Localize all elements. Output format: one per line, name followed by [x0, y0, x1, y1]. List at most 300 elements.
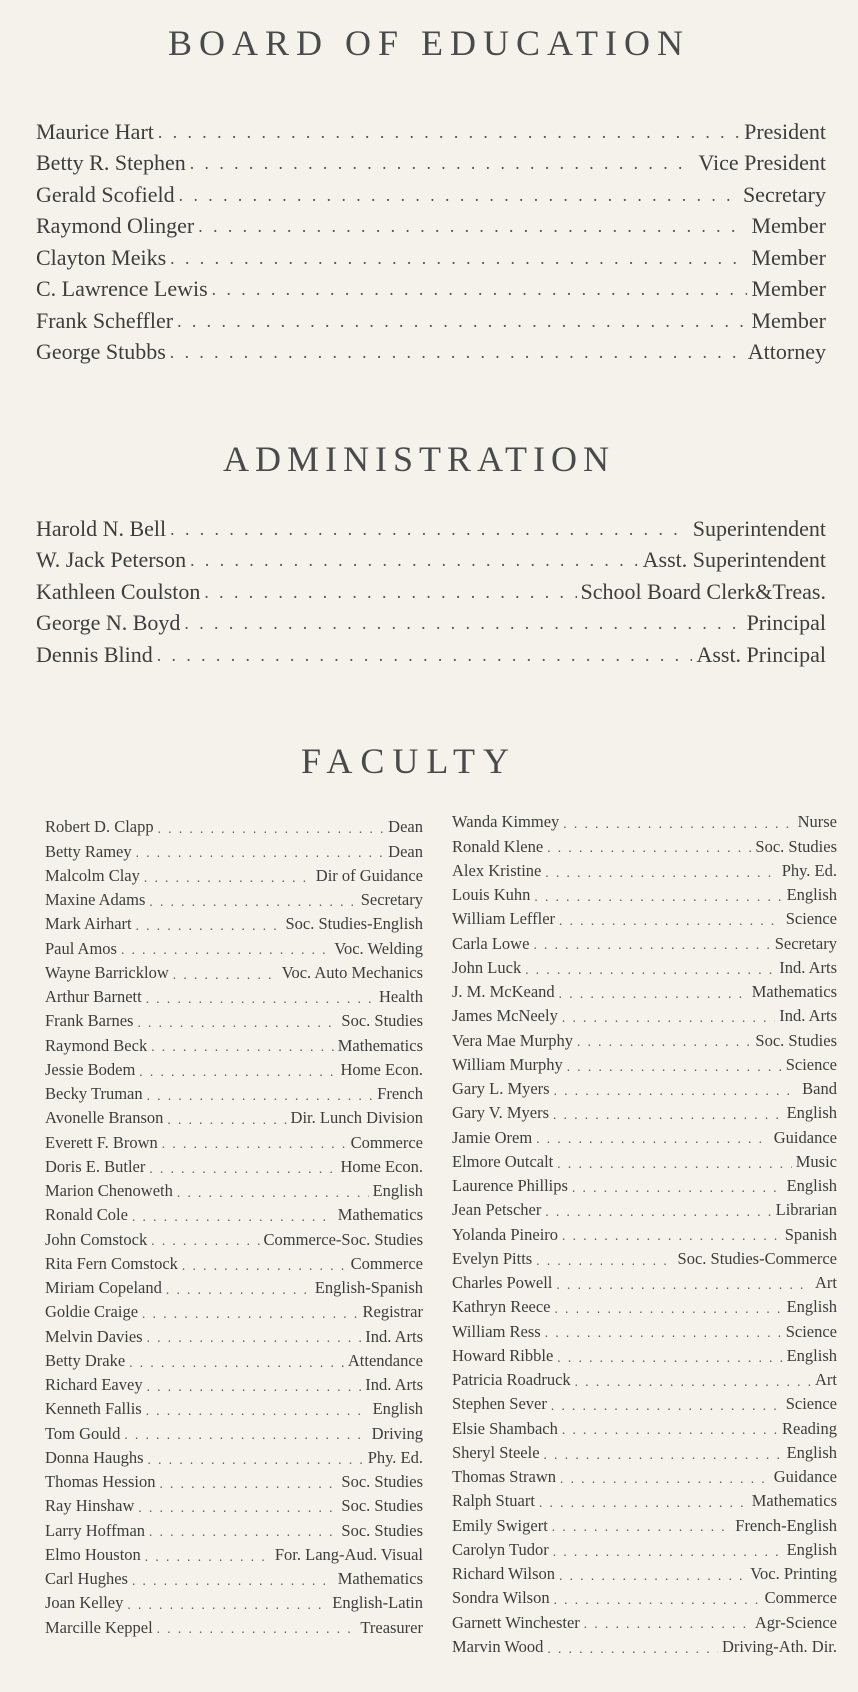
- directory-row: [36, 636, 826, 668]
- person-name: Carolyn Tudor: [452, 1539, 549, 1559]
- person-role: Attendance: [347, 1350, 423, 1370]
- person-role: Soc. Studies: [755, 836, 837, 856]
- person-name: George Stubbs: [36, 339, 166, 364]
- dot-leader: [166, 1283, 311, 1298]
- person-name: Tom Gould: [45, 1423, 121, 1443]
- dot-leader: [551, 1399, 782, 1414]
- directory-row: [452, 978, 837, 1002]
- person-role: English-Spanish: [314, 1278, 423, 1297]
- directory-row: [45, 862, 423, 886]
- directory-row: [45, 1613, 423, 1637]
- dot-leader: [534, 890, 782, 905]
- person-name: Kathleen Coulston: [36, 578, 201, 604]
- dot-leader: [560, 1472, 770, 1487]
- dot-leader: [124, 1428, 367, 1443]
- person-name: Gary V. Myers: [452, 1103, 550, 1123]
- dot-leader: [555, 1302, 783, 1317]
- person-role: Nurse: [797, 812, 837, 832]
- directory-row: [45, 910, 423, 934]
- person-role: Ind. Arts: [779, 1006, 837, 1026]
- person-role: Ind. Arts: [779, 957, 837, 977]
- dot-leader: [149, 1525, 337, 1540]
- person-name: Frank Barnes: [45, 1011, 134, 1031]
- directory-row: [45, 1347, 423, 1371]
- directory-row: [452, 808, 837, 832]
- person-role: Soc. Studies: [341, 1520, 423, 1540]
- person-role: Principal: [746, 610, 826, 635]
- faculty-left-column: [45, 813, 423, 1638]
- person-name: William Ress: [452, 1321, 541, 1341]
- directory-row: [452, 1560, 837, 1584]
- dot-leader: [547, 1642, 718, 1657]
- person-role: Voc. Printing: [750, 1564, 837, 1583]
- dot-leader: [146, 1404, 369, 1419]
- directory-row: [452, 1196, 837, 1220]
- dot-leader: [553, 1108, 783, 1123]
- person-role: English: [786, 1103, 837, 1123]
- person-role: Reading: [782, 1418, 837, 1438]
- person-name: Elsie Shambach: [452, 1418, 558, 1438]
- person-name: Patricia Roadruck: [452, 1370, 571, 1389]
- dot-leader: [167, 1113, 286, 1128]
- person-name: Marvin Wood: [452, 1636, 544, 1656]
- dot-leader: [182, 1259, 347, 1274]
- person-name: Melvin Davies: [45, 1326, 143, 1346]
- person-role: Secretary: [742, 181, 826, 207]
- directory-row: [452, 1366, 837, 1390]
- directory-row: [36, 239, 826, 271]
- person-role: Phy. Ed.: [781, 860, 837, 880]
- person-name: Wanda Kimmey: [452, 812, 560, 832]
- person-name: Ray Hinshaw: [45, 1496, 135, 1516]
- person-name: W. Jack Peterson: [36, 547, 187, 572]
- dot-leader: [147, 1089, 374, 1104]
- person-name: Raymond Olinger: [36, 213, 195, 238]
- dot-leader: [554, 1084, 799, 1099]
- person-role: English: [786, 885, 837, 904]
- person-name: Richard Wilson: [452, 1564, 556, 1583]
- dot-leader: [559, 914, 782, 929]
- person-role: Voc. Auto Mechanics: [281, 962, 423, 982]
- dot-leader: [127, 1598, 328, 1613]
- person-role: Member: [751, 276, 826, 301]
- person-name: Wayne Barricklow: [45, 962, 169, 982]
- directory-row: [452, 1317, 837, 1341]
- directory-row: [452, 1584, 837, 1608]
- directory-row: [45, 813, 423, 837]
- person-name: Robert D. Clapp: [45, 817, 154, 837]
- dot-leader: [545, 866, 777, 881]
- directory-row: [452, 1026, 837, 1050]
- person-name: Becky Truman: [45, 1084, 143, 1103]
- person-name: Carl Hughes: [45, 1569, 128, 1588]
- person-name: Howard Ribble: [452, 1345, 554, 1365]
- directory-row: [452, 1220, 837, 1244]
- person-role: Commerce: [350, 1253, 423, 1273]
- person-name: Doris E. Butler: [45, 1156, 146, 1176]
- directory-row: [36, 176, 826, 208]
- person-name: Mark Airhart: [45, 914, 132, 934]
- directory-row: [45, 959, 423, 983]
- person-role: English: [786, 1539, 837, 1559]
- directory-row: [452, 1390, 837, 1414]
- person-name: Ronald Klene: [452, 836, 544, 856]
- person-role: Superintendent: [692, 515, 826, 541]
- person-role: Secretary: [360, 890, 423, 909]
- person-role: English: [372, 1399, 423, 1419]
- directory-row: [452, 1099, 837, 1123]
- dot-leader: [179, 187, 739, 208]
- dot-leader: [142, 1307, 359, 1322]
- person-role: Attorney: [747, 339, 826, 364]
- dot-leader: [145, 1550, 271, 1565]
- directory-row: [452, 1414, 837, 1438]
- person-role: Ind. Arts: [365, 1326, 423, 1346]
- dot-leader: [147, 1380, 362, 1395]
- person-name: George N. Boyd: [36, 610, 181, 635]
- person-name: Rita Fern Comstock: [45, 1253, 178, 1273]
- directory-row: [452, 954, 837, 978]
- person-role: Secretary: [774, 933, 837, 953]
- person-name: Carla Lowe: [452, 933, 530, 953]
- directory-row: [45, 1589, 423, 1613]
- person-role: Member: [751, 213, 826, 238]
- person-role: Spanish: [784, 1224, 837, 1244]
- person-name: Richard Eavey: [45, 1375, 143, 1394]
- dot-leader: [157, 1622, 357, 1637]
- dot-leader: [545, 1326, 782, 1341]
- person-name: Alex Kristine: [452, 860, 542, 880]
- person-role: English: [786, 1297, 837, 1317]
- directory-row: [45, 1395, 423, 1419]
- directory-row: [452, 881, 837, 905]
- directory-row: [45, 1128, 423, 1152]
- directory-row: [36, 573, 826, 605]
- directory-row: [45, 1201, 423, 1225]
- person-role: Librarian: [775, 1200, 837, 1220]
- directory-row: [452, 1148, 837, 1172]
- board-list: [36, 113, 826, 365]
- dot-leader: [162, 1137, 347, 1152]
- dot-leader: [556, 1278, 811, 1293]
- person-role: Mathematics: [751, 982, 837, 1001]
- dot-leader: [151, 1234, 259, 1249]
- person-name: John Comstock: [45, 1229, 148, 1249]
- directory-row: [45, 837, 423, 861]
- directory-row: [36, 271, 826, 303]
- dot-leader: [136, 919, 282, 934]
- person-role: Commerce: [764, 1588, 837, 1608]
- person-name: Evelyn Pitts: [452, 1248, 533, 1268]
- directory-row: [45, 1371, 423, 1395]
- dot-leader: [170, 250, 747, 271]
- person-role: Dean: [388, 817, 423, 837]
- dot-leader: [129, 1356, 344, 1371]
- person-name: Louis Kuhn: [452, 885, 531, 904]
- directory-row: [36, 510, 826, 542]
- dot-leader: [562, 1229, 781, 1244]
- dot-leader: [536, 1132, 770, 1147]
- person-name: Laurence Phillips: [452, 1176, 568, 1195]
- dot-leader: [557, 1157, 791, 1172]
- person-role: English: [786, 1442, 837, 1462]
- person-role: English: [786, 1345, 837, 1365]
- dot-leader: [157, 647, 693, 668]
- person-role: School Board Clerk&Treas.: [580, 578, 826, 604]
- directory-row: [452, 1439, 837, 1463]
- dot-leader: [177, 313, 747, 334]
- directory-row: [45, 1444, 423, 1468]
- person-role: Commerce: [350, 1132, 423, 1152]
- person-role: Science: [785, 909, 837, 929]
- person-name: James McNeely: [452, 1006, 558, 1026]
- person-role: Driving: [371, 1423, 423, 1443]
- person-name: Gerald Scofield: [36, 181, 175, 207]
- person-name: Betty Drake: [45, 1350, 126, 1370]
- person-role: Mathematics: [337, 1205, 423, 1225]
- dot-leader: [547, 841, 751, 856]
- person-role: Art: [815, 1370, 837, 1389]
- dot-leader: [147, 1331, 362, 1346]
- dot-leader: [204, 584, 576, 605]
- person-role: Dir of Guidance: [315, 865, 423, 885]
- directory-row: [452, 1051, 837, 1075]
- dot-leader: [137, 1016, 337, 1031]
- person-name: Dennis Blind: [36, 641, 153, 667]
- dot-leader: [173, 968, 278, 983]
- directory-row: [45, 1322, 423, 1346]
- directory-row: [452, 1511, 837, 1535]
- dot-leader: [158, 124, 740, 145]
- person-role: Dir. Lunch Division: [290, 1108, 423, 1128]
- person-name: Joan Kelley: [45, 1593, 124, 1613]
- person-role: French-English: [735, 1515, 837, 1535]
- person-name: Charles Powell: [452, 1273, 553, 1292]
- dot-leader: [198, 218, 747, 239]
- dot-leader: [212, 281, 748, 302]
- person-role: Registrar: [362, 1302, 423, 1322]
- dot-leader: [572, 1181, 783, 1196]
- directory-row: [452, 1075, 837, 1099]
- person-role: Science: [785, 1394, 837, 1414]
- person-role: Guidance: [773, 1127, 837, 1147]
- directory-row: [452, 1269, 837, 1293]
- person-name: Elmore Outcalt: [452, 1151, 554, 1171]
- directory-row: [45, 1250, 423, 1274]
- person-name: Frank Scheffler: [36, 307, 174, 333]
- directory-row: [45, 1056, 423, 1080]
- board-heading: BOARD OF EDUCATION: [167, 23, 691, 63]
- dot-leader: [533, 938, 770, 953]
- dot-leader: [138, 1501, 337, 1516]
- person-role: Soc. Studies-English: [285, 914, 423, 934]
- person-role: Soc. Studies-Commerce: [677, 1248, 837, 1268]
- person-role: English-Latin: [332, 1593, 423, 1613]
- dot-leader: [567, 1060, 782, 1075]
- dot-leader: [552, 1520, 731, 1535]
- person-name: William Leffler: [452, 909, 556, 929]
- directory-row: [45, 1153, 423, 1177]
- directory-row: [45, 1031, 423, 1055]
- person-role: Soc. Studies: [341, 1011, 423, 1031]
- directory-row: [452, 1002, 837, 1026]
- directory-row: [45, 1516, 423, 1540]
- dot-leader: [190, 552, 639, 573]
- directory-row: [452, 905, 837, 929]
- dot-leader: [536, 1254, 673, 1269]
- dot-leader: [553, 1545, 783, 1560]
- person-name: Harold N. Bell: [36, 515, 167, 541]
- dot-leader: [159, 1477, 337, 1492]
- directory-row: [45, 1104, 423, 1128]
- dot-leader: [149, 895, 356, 910]
- directory-row: [36, 334, 826, 366]
- faculty-right-column: [452, 808, 837, 1657]
- directory-row: [45, 1492, 423, 1516]
- person-name: Jessie Bodem: [45, 1059, 136, 1079]
- person-role: Member: [751, 307, 826, 333]
- dot-leader: [562, 1011, 775, 1026]
- person-name: Ronald Cole: [45, 1205, 128, 1225]
- directory-row: [452, 1536, 837, 1560]
- person-name: Sheryl Steele: [452, 1442, 540, 1462]
- directory-row: [36, 145, 826, 177]
- person-role: Soc. Studies: [755, 1030, 837, 1050]
- dot-leader: [132, 1210, 334, 1225]
- dot-leader: [136, 846, 385, 861]
- person-name: Clayton Meiks: [36, 244, 167, 270]
- person-role: Ind. Arts: [365, 1375, 423, 1394]
- person-role: English: [372, 1181, 423, 1200]
- person-name: Donna Haughs: [45, 1447, 144, 1467]
- person-name: Miriam Copeland: [45, 1278, 162, 1297]
- person-role: Music: [795, 1151, 837, 1171]
- directory-row: [452, 1608, 837, 1632]
- person-name: Gary L. Myers: [452, 1079, 550, 1098]
- person-name: Vera Mae Murphy: [452, 1030, 573, 1050]
- person-name: Arthur Barnett: [45, 987, 142, 1006]
- person-name: Maxine Adams: [45, 890, 146, 909]
- directory-row: [45, 1468, 423, 1492]
- directory-row: [452, 1245, 837, 1269]
- dot-leader: [545, 1205, 771, 1220]
- directory-row: [45, 983, 423, 1007]
- directory-row: [45, 934, 423, 958]
- person-name: Jean Petscher: [452, 1200, 542, 1220]
- person-name: Elmo Houston: [45, 1544, 141, 1564]
- dot-leader: [132, 1574, 334, 1589]
- person-role: Home Econ.: [340, 1059, 423, 1079]
- directory-row: [36, 302, 826, 334]
- person-role: For. Lang-Aud. Visual: [274, 1544, 423, 1564]
- dot-leader: [170, 344, 744, 365]
- directory-row: [36, 605, 826, 637]
- directory-row: [45, 1298, 423, 1322]
- person-role: Science: [785, 1321, 837, 1341]
- person-name: Betty Ramey: [45, 841, 132, 861]
- dot-leader: [121, 943, 330, 958]
- person-name: Kenneth Fallis: [45, 1399, 142, 1419]
- person-name: Thomas Strawn: [452, 1467, 557, 1486]
- person-name: Emily Swigert: [452, 1515, 548, 1535]
- person-name: Jamie Orem: [452, 1127, 533, 1147]
- person-name: Raymond Beck: [45, 1035, 148, 1055]
- directory-row: [45, 1274, 423, 1298]
- person-name: Everett F. Brown: [45, 1132, 158, 1152]
- dot-leader: [557, 1351, 782, 1366]
- directory-row: [452, 1172, 837, 1196]
- directory-row: [452, 929, 837, 953]
- dot-leader: [559, 987, 748, 1002]
- dot-leader: [554, 1593, 761, 1608]
- person-name: Stephen Sever: [452, 1394, 547, 1414]
- directory-row: [452, 1633, 837, 1657]
- person-role: Mathematics: [751, 1491, 837, 1511]
- dot-leader: [146, 992, 375, 1007]
- directory-row: [452, 857, 837, 881]
- person-role: Vice President: [698, 150, 826, 175]
- person-name: Yolanda Pineiro: [452, 1224, 559, 1244]
- person-role: Driving-Ath. Dir.: [721, 1636, 837, 1656]
- dot-leader: [525, 963, 775, 978]
- person-role: French: [377, 1084, 423, 1103]
- person-name: William Murphy: [452, 1054, 563, 1074]
- person-role: Mathematics: [337, 1569, 423, 1588]
- dot-leader: [539, 1496, 748, 1511]
- person-name: Maurice Hart: [36, 118, 154, 144]
- dot-leader: [184, 615, 742, 636]
- person-role: Dean: [388, 841, 423, 861]
- directory-row: [45, 1565, 423, 1589]
- dot-leader: [584, 1617, 751, 1632]
- dot-leader: [559, 1569, 746, 1584]
- directory-row: [45, 1541, 423, 1565]
- person-role: Home Econ.: [340, 1156, 423, 1176]
- person-name: Marcille Keppel: [45, 1617, 153, 1637]
- person-role: Soc. Studies: [341, 1472, 423, 1491]
- person-name: Larry Hoffman: [45, 1520, 146, 1540]
- dot-leader: [544, 1448, 783, 1463]
- person-role: Phy. Ed.: [367, 1447, 423, 1467]
- person-name: John Luck: [452, 957, 522, 977]
- dot-leader: [575, 1375, 811, 1390]
- person-name: J. M. McKeand: [452, 982, 555, 1001]
- person-name: Garnett Winchester: [452, 1612, 580, 1632]
- person-role: Asst. Superintendent: [642, 547, 826, 572]
- person-name: C. Lawrence Lewis: [36, 276, 208, 301]
- directory-row: [36, 208, 826, 240]
- person-role: Agr-Science: [754, 1612, 837, 1632]
- directory-row: [36, 113, 826, 145]
- person-role: Guidance: [773, 1467, 837, 1486]
- dot-leader: [190, 155, 695, 176]
- person-role: Member: [751, 244, 826, 270]
- person-name: Betty R. Stephen: [36, 150, 186, 175]
- person-role: Band: [802, 1079, 837, 1098]
- person-name: Malcolm Clay: [45, 865, 140, 885]
- person-name: Ralph Stuart: [452, 1491, 535, 1511]
- person-role: Mathematics: [337, 1035, 423, 1055]
- person-role: Soc. Studies: [341, 1496, 423, 1516]
- person-name: Marion Chenoweth: [45, 1181, 173, 1200]
- dot-leader: [149, 1162, 336, 1177]
- person-role: English: [786, 1176, 837, 1195]
- directory-row: [452, 1342, 837, 1366]
- person-role: Asst. Principal: [696, 641, 826, 667]
- directory-row: [452, 1293, 837, 1317]
- directory-row: [452, 1463, 837, 1487]
- directory-row: [45, 1080, 423, 1104]
